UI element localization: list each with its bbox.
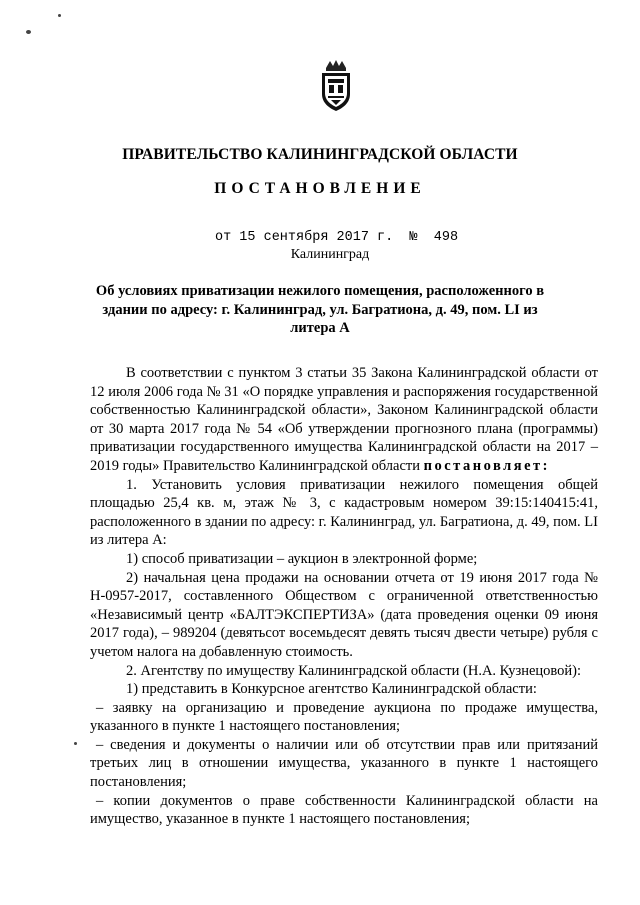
preamble-paragraph xyxy=(90,364,598,476)
scan-mark xyxy=(74,742,77,745)
dash-item-3: – копии документов о праве собственности Калининградской области на имущество, указанное в пункте 1 настоящего постановления; xyxy=(90,792,598,828)
coat-of-arms-emblem xyxy=(318,58,354,112)
item-1-1: 1) способ приватизации – аукцион в электронной форме; xyxy=(126,550,478,567)
dash-item-1: – заявку на организацию и проведение аукциона по продаже имущества, указанного в пункте 1 настоящего постановления; xyxy=(90,699,598,735)
item-1: 1. Установить условия приватизации нежилого помещения общей площадью 25,4 кв. м, этаж № 3, с кадастровым номером 39:15:140415:41, расположенного в здании по адресу: г. Калининград, ул. Багратиона, д. 49, пом. LI из литера А: xyxy=(90,476,598,549)
preamble-text: В соответствии с пунктом 3 статьи 35 Закона Калининградской области от 12 июля 2006 года № 31 «О порядке управления и распоряжения государственной собственностью Калининградской области», Законом Калининградской области от 30 марта 2017 года № 54 «Об утверждении прогнозного плана (программы) приватизации государственного имущества Калининградской области на 2017 – 2019 годы» Правительство Калининградской области xyxy=(90,365,598,474)
dash-item-2: – сведения и документы о наличии или об отсутствии прав или притязаний третьих лиц в отношении имущества, указанного в пункте 1 настоящего постановления; xyxy=(90,736,598,791)
scan-mark xyxy=(58,14,61,17)
item-2-1: 1) представить в Конкурсное агентство Калининградской области: xyxy=(126,681,537,698)
city-name: Калининград xyxy=(290,247,370,262)
document-type: ПОСТАНОВЛЕНИЕ xyxy=(214,180,426,197)
item-1-2: 2) начальная цена продажи на основании отчета от 19 июня 2017 года № Н-0957-2017, составленного Обществом с ограниченной ответственностью «Независимый центр «БАЛТЭКСПЕРТИЗА» (дата проведения оценки 09 июня 2017 года), – 989204 (девятьсот восемьдесят девять тысяч двести четыре) рубля с учетом налога на добавленную стоимость. xyxy=(90,569,598,660)
government-name: ПРАВИТЕЛЬСТВО КАЛИНИНГРАДСКОЙ ОБЛАСТИ xyxy=(122,146,518,163)
decree-word: постановляет: xyxy=(423,457,550,474)
document-body xyxy=(90,364,598,829)
item-2: 2. Агентству по имуществу Калининградской области (Н.А. Кузнецовой): xyxy=(126,662,582,679)
document-title: Об условиях приватизации нежилого помещения, расположенного в здании по адресу: г. Калининград, ул. Багратиона, д. 49, пом. LI из литера А xyxy=(95,283,545,336)
scan-mark xyxy=(26,30,31,34)
date-number-line: от 15 сентября 2017 г. № 498 xyxy=(215,230,459,245)
